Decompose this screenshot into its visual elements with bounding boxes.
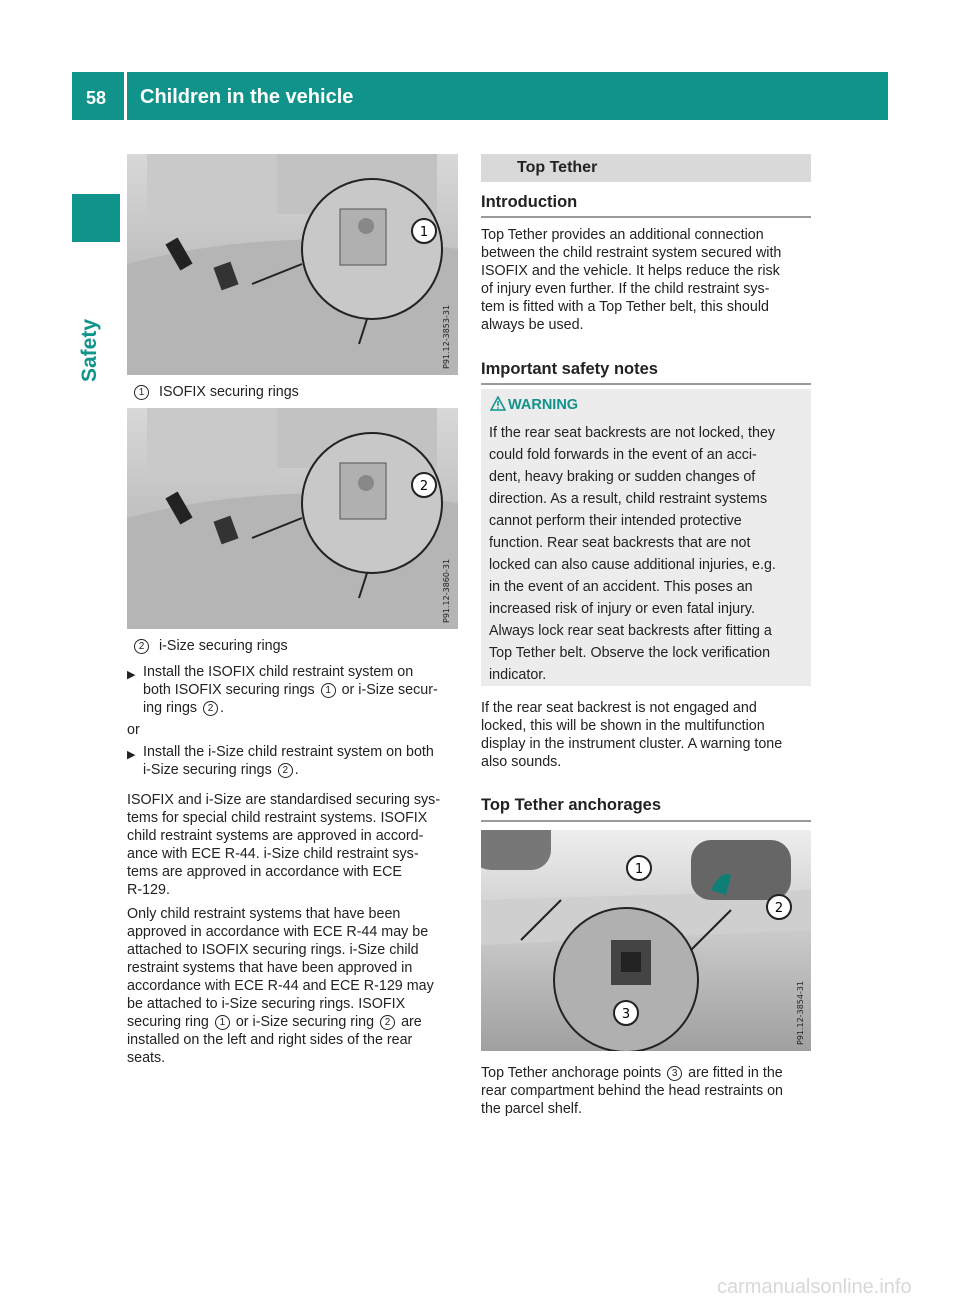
para2-line: installed on the left and right sides of the rear (127, 1032, 413, 1048)
anchor-line: the parcel shelf. (481, 1101, 582, 1117)
para2-line: accordance with ECE R-44 and ECE R-129 may (127, 978, 434, 994)
para1-line: child restraint systems are approved in accord- (127, 828, 424, 844)
para1-line: tems are approved in accordance with ECE (127, 864, 402, 880)
step1-line3 (143, 699, 462, 717)
image2-ref: P91.12-3860-31 (442, 558, 451, 623)
warning-line: If the rear seat backrests are not locked, they (489, 425, 776, 441)
warning-line: locked can also cause additional injuries, e.g. (489, 557, 776, 573)
header-divider (124, 72, 127, 120)
para2-line: seats. (127, 1050, 166, 1066)
callout-1-icon: 1 (134, 385, 149, 400)
anchorages-illustration (481, 830, 811, 1051)
callout-1-icon: 1 (215, 1015, 230, 1030)
anchorages-rule (481, 820, 811, 822)
warning-triangle-icon (490, 396, 506, 412)
step1-line3a: ing rings (143, 700, 198, 716)
image3-ref: P91.12-3854-31 (796, 980, 805, 1045)
warning-line: Top Tether belt. Observe the lock verification (489, 645, 771, 661)
step2-line2 (143, 761, 462, 779)
warning-line: direction. As a result, child restraint systems (489, 491, 768, 507)
section-tab-marker (72, 194, 120, 242)
intro-line: Top Tether provides an additional connection (481, 227, 764, 243)
warning-paragraph-1 (489, 422, 807, 620)
or-text: or (127, 722, 140, 738)
caption-isofix (132, 383, 299, 401)
anchor-line: rear compartment behind the head restraints on (481, 1083, 783, 1099)
safety-notes-heading: Important safety notes (481, 360, 658, 378)
intro-line: tem is fitted with a Top Tether belt, this should (481, 299, 769, 315)
warning-line: Always lock rear seat backrests after fitting a (489, 623, 772, 639)
callout-2-icon: 2 (203, 701, 218, 716)
intro-line: of injury even further. If the child restraint sys- (481, 281, 770, 297)
warning-paragraph-2 (489, 620, 807, 686)
isofix-rings-illustration (127, 154, 458, 375)
isize-rings-image (127, 408, 458, 629)
intro-paragraph (481, 226, 816, 334)
step-arrow-icon: ▶ (127, 669, 136, 681)
para1-line: tems for special child restraint systems. ISOFIX (127, 810, 428, 826)
page-number: 58 (86, 88, 107, 108)
intro-line: ISOFIX and the vehicle. It helps reduce the risk (481, 263, 780, 279)
caption-isize-text: i-Size securing rings (158, 638, 288, 654)
para1-line: ISOFIX and i-Size are standardised securing sys- (127, 792, 441, 808)
callout-3-icon: 3 (667, 1066, 682, 1081)
after-warning-line: also sounds. (481, 754, 562, 770)
image3-callout-1: 1 (634, 862, 644, 877)
callout-2-icon: 2 (380, 1015, 395, 1030)
image3-callout-3: 3 (621, 1007, 631, 1022)
para1-line: R-129. (127, 882, 170, 898)
approved-systems-paragraph (127, 905, 462, 1067)
watermark: carmanualsonline.info (717, 1276, 912, 1298)
para2-tail-c: are (401, 1014, 422, 1030)
after-warning-line: display in the instrument cluster. A warning tone (481, 736, 783, 752)
para2-line: Only child restraint systems that have been (127, 906, 401, 922)
image2-callout-2: 2 (419, 479, 429, 494)
isofix-standard-paragraph (127, 791, 462, 899)
anchorage-points-paragraph (481, 1064, 816, 1118)
step-arrow-icon: ▶ (127, 749, 136, 761)
intro-line: always be used. (481, 317, 584, 333)
step1-line3b: . (220, 700, 225, 716)
warning-line: could fold forwards in the event of an acci- (489, 447, 757, 463)
para2-tail-a: securing ring (127, 1014, 209, 1030)
step1-line2b: or i-Size secur- (341, 682, 438, 698)
para2-line (127, 1013, 462, 1031)
para2-line: be attached to i-Size securing rings. ISOFIX (127, 996, 406, 1012)
isofix-rings-image (127, 154, 458, 375)
step-install-isize (127, 743, 462, 779)
para2-line: approved in accordance with ECE R-44 may be (127, 924, 429, 940)
top-tether-anchorages-image (481, 830, 811, 1051)
anchor-line (481, 1064, 816, 1082)
page-title: Children in the vehicle (140, 86, 354, 108)
step1-line1: Install the ISOFIX child restraint system on (143, 664, 414, 680)
image1-callout-1: 1 (419, 225, 429, 240)
warning-line: dent, heavy braking or sudden changes of (489, 469, 756, 485)
step2-line2b: . (294, 762, 299, 778)
step-install-isofix (127, 663, 462, 717)
anchor-text-b: are fitted in the (688, 1065, 783, 1081)
anchorages-heading: Top Tether anchorages (481, 796, 662, 814)
callout-2-icon: 2 (134, 639, 149, 654)
warning-line: increased risk of injury or even fatal injury. (489, 601, 755, 617)
callout-1-icon: 1 (321, 683, 336, 698)
warning-line: function. Rear seat backrests that are not (489, 535, 751, 551)
after-warning-line: If the rear seat backrest is not engaged and (481, 700, 757, 716)
intro-heading: Introduction (481, 193, 578, 211)
safety-rule (481, 383, 811, 385)
warning-title: WARNING (508, 397, 579, 413)
intro-rule (481, 216, 811, 218)
anchor-text-a: Top Tether anchorage points (481, 1065, 662, 1081)
section-tab-label: Safety (78, 318, 101, 382)
para2-line: attached to ISOFIX securing rings. i-Size child (127, 942, 419, 958)
after-warning-line: locked, this will be shown in the multifunction (481, 718, 765, 734)
image1-ref: P91.12-3853-31 (442, 304, 451, 369)
intro-line: between the child restraint system secured with (481, 245, 782, 261)
caption-isize (132, 637, 288, 655)
step1-line2a: both ISOFIX securing rings (143, 682, 315, 698)
warning-line: cannot perform their intended protective (489, 513, 742, 529)
caption-isofix-text: ISOFIX securing rings (158, 384, 299, 400)
step1-line2 (143, 681, 462, 699)
step2-line2a: i-Size securing rings (143, 762, 272, 778)
isize-rings-illustration (127, 408, 458, 629)
section-title-top-tether: Top Tether (481, 154, 811, 182)
warning-line: indicator. (489, 667, 547, 683)
backrest-not-engaged-paragraph (481, 699, 816, 771)
callout-2-icon: 2 (278, 763, 293, 778)
para2-tail-b: or i-Size securing ring (235, 1014, 375, 1030)
warning-line: in the event of an accident. This poses an (489, 579, 753, 595)
step2-line1: Install the i-Size child restraint system on both (143, 744, 434, 760)
image3-callout-2: 2 (774, 901, 784, 916)
para2-line: restraint systems that have been approved in (127, 960, 413, 976)
para1-line: ance with ECE R-44. i-Size child restraint sys- (127, 846, 419, 862)
